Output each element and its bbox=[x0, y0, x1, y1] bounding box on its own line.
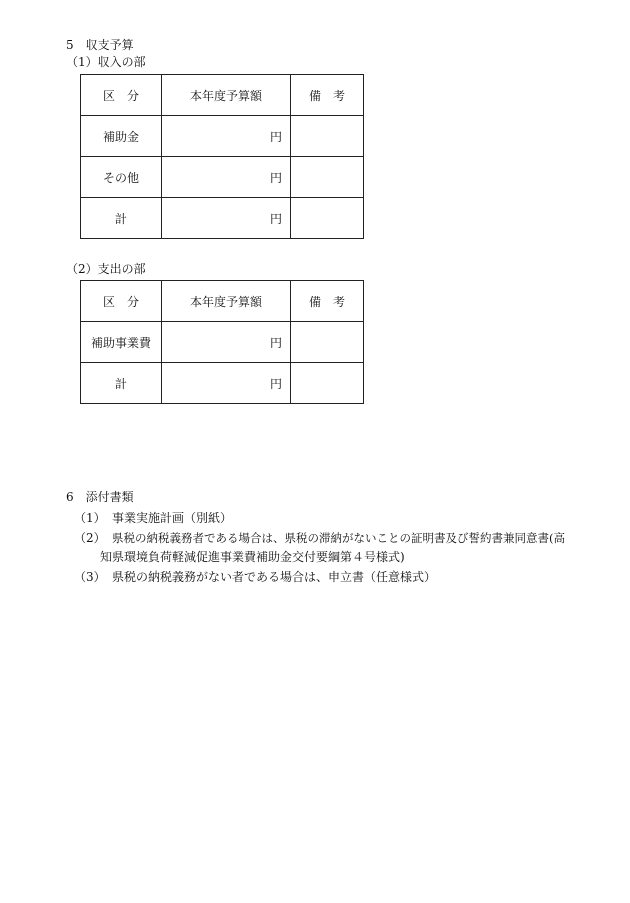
row-note bbox=[291, 198, 364, 239]
header-remarks: 備 考 bbox=[291, 281, 364, 322]
section6-heading: 6 添付書類 bbox=[66, 490, 134, 504]
table-header-row bbox=[81, 75, 364, 116]
table-header-row bbox=[81, 281, 364, 322]
row-label: 補助金 bbox=[81, 116, 162, 157]
expense-table bbox=[80, 280, 364, 404]
header-budget-amount: 本年度予算額 bbox=[162, 75, 291, 116]
income-table bbox=[80, 74, 364, 239]
row-label: 補助事業費 bbox=[81, 322, 162, 363]
attachment-item-number: （3） bbox=[74, 570, 106, 584]
expense-heading: （2）支出の部 bbox=[66, 262, 146, 276]
table-row bbox=[81, 363, 364, 404]
row-note bbox=[291, 157, 364, 198]
attachment-item-text: 事業実施計画（別紙） bbox=[112, 511, 233, 525]
header-category: 区 分 bbox=[81, 75, 162, 116]
table-row bbox=[81, 322, 364, 363]
attachment-item-number: （1） bbox=[74, 511, 106, 525]
table-row bbox=[81, 157, 364, 198]
row-amount: 円 bbox=[162, 157, 291, 198]
row-amount: 円 bbox=[162, 116, 291, 157]
income-heading: （1）収入の部 bbox=[66, 55, 146, 69]
attachment-item-number: （2） bbox=[74, 531, 106, 545]
row-note bbox=[291, 116, 364, 157]
row-amount: 円 bbox=[162, 322, 291, 363]
header-budget-amount: 本年度予算額 bbox=[162, 281, 291, 322]
row-note bbox=[291, 363, 364, 404]
attachment-item-text: 県税の納税義務者である場合は、県税の滞納がないことの証明書及び誓約書兼同意書(高 bbox=[112, 531, 565, 545]
header-remarks: 備 考 bbox=[291, 75, 364, 116]
row-label: その他 bbox=[81, 157, 162, 198]
row-note bbox=[291, 322, 364, 363]
row-amount: 円 bbox=[162, 363, 291, 404]
row-label: 計 bbox=[81, 363, 162, 404]
row-amount: 円 bbox=[162, 198, 291, 239]
table-row bbox=[81, 198, 364, 239]
header-category: 区 分 bbox=[81, 281, 162, 322]
attachment-item-text-continued: 知県環境負荷軽減促進事業費補助金交付要綱第４号様式) bbox=[100, 550, 405, 564]
section5-heading: 5 収支予算 bbox=[66, 38, 134, 52]
attachment-item-text: 県税の納税義務がない者である場合は、申立書（任意様式） bbox=[112, 570, 437, 584]
row-label: 計 bbox=[81, 198, 162, 239]
table-row bbox=[81, 116, 364, 157]
